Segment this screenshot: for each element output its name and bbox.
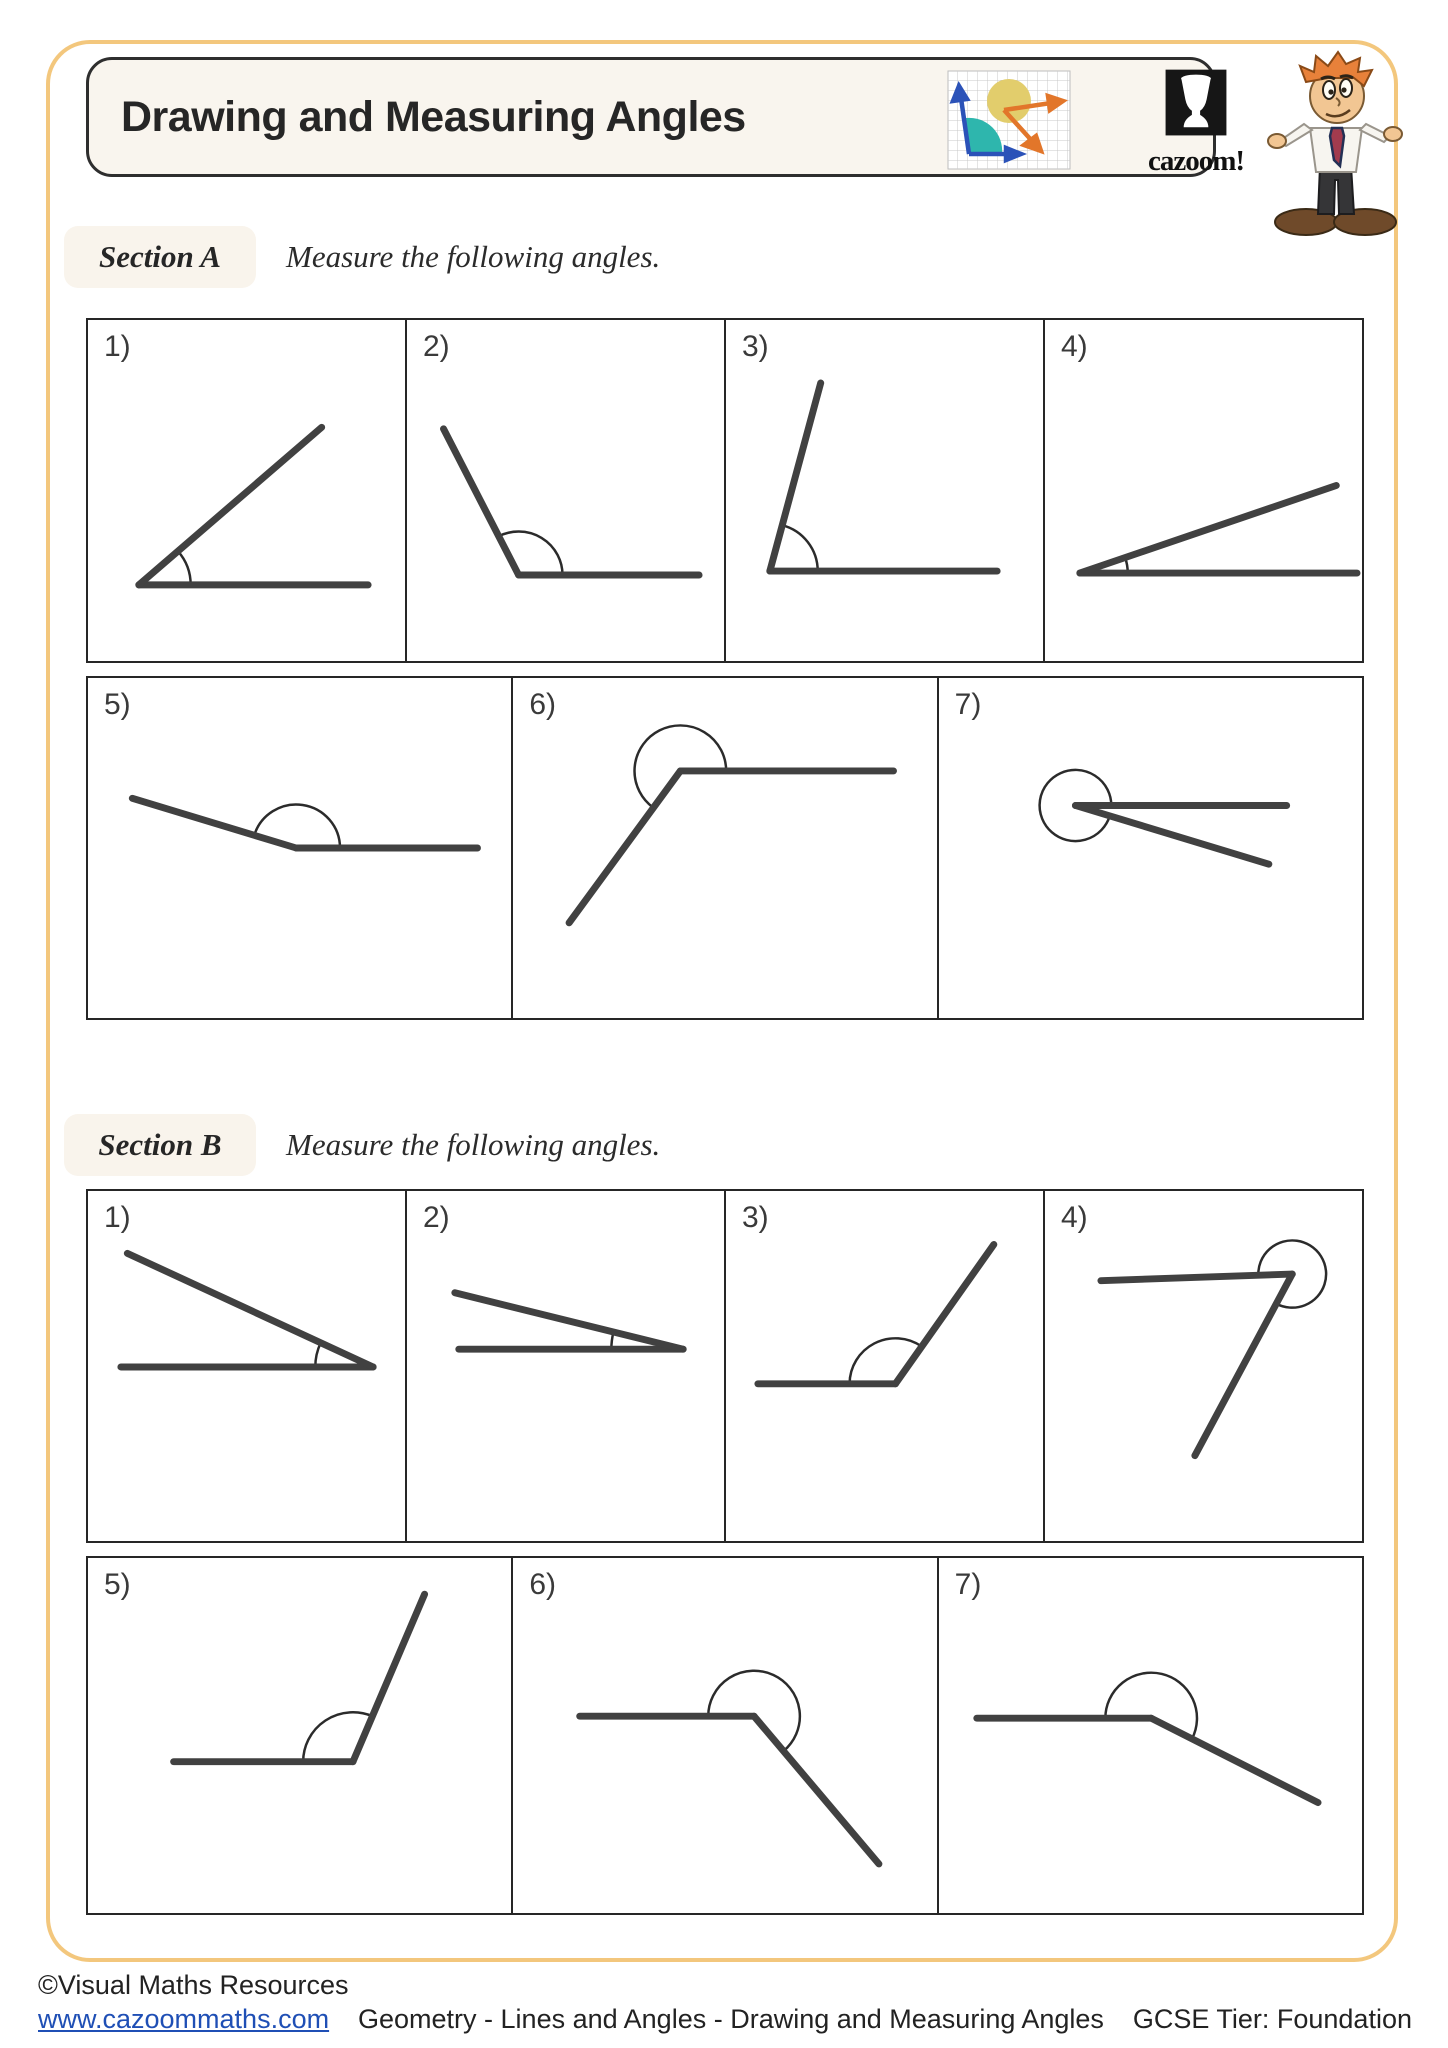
angle-box-number: 5) [104,688,131,721]
section-b-instruction: Measure the following angles. [286,1127,661,1162]
angle-ray [444,429,519,575]
angle-grid-row [86,1556,1364,1915]
angle-diagram [88,320,405,661]
footer [38,2004,1412,2035]
angle-box-number: 3) [742,330,769,363]
angle-box-number: 7) [954,688,982,721]
mascot-character [1266,48,1404,240]
angle-box [511,676,938,1020]
angle-diagram [939,1558,1362,1913]
angle-ray [139,427,322,585]
angle-box [724,318,1045,663]
angle-box [511,1556,938,1915]
angle-box-number: 3) [742,1201,769,1234]
angle-diagram [1045,320,1362,661]
angle-ray [1075,806,1268,865]
angle-diagram [513,678,936,1018]
angle-diagram [726,320,1043,661]
footer-tier: GCSE Tier: Foundation [1132,2004,1412,2034]
page-title: Drawing and Measuring Angles [121,93,746,141]
angle-diagram [726,1191,1043,1541]
angle-arc [635,725,727,807]
angle-arc [178,551,191,585]
angle-ray [569,771,680,923]
section-b-label: Section B [64,1114,256,1176]
section-a-label: Section A [64,226,256,288]
angle-box-number: 1) [104,330,131,363]
angle-box [1043,1189,1364,1543]
cazoom-logo-mark [1159,68,1233,142]
footer-copyright: ©Visual Maths Resources [38,1970,349,2000]
angle-box [1043,318,1364,663]
angle-arc [709,1671,801,1751]
angle-diagram [88,1191,405,1541]
angle-box [724,1189,1045,1543]
angle-arc [315,1343,320,1367]
angle-ray [353,1594,425,1761]
angle-box-number: 2) [423,330,450,363]
angle-diagram [88,678,511,1018]
footer-website-link[interactable]: www.cazoommaths.com [38,2004,330,2034]
angle-box [405,318,726,663]
angle-diagram [407,320,724,661]
angle-ray [455,1293,683,1349]
angle-box [86,1189,407,1543]
cazoom-logo [1111,68,1281,177]
angle-box [86,676,513,1020]
angle-box-number: 4) [1061,1201,1088,1234]
angle-box-number: 1) [104,1201,131,1234]
angle-diagram [407,1191,724,1541]
section-a-grid [86,318,1364,1020]
angle-ray [1151,1718,1318,1802]
section-b-grid [86,1189,1364,1915]
angle-box-number: 6) [529,1568,557,1601]
footer-topic: Geometry - Lines and Angles - Drawing and Measuring Angles [358,2004,1104,2034]
worksheet-header [86,57,1245,177]
angle-grid-row [86,318,1364,663]
angle-ray [895,1244,993,1383]
angle-box-number: 4) [1061,330,1088,363]
angle-box [86,318,407,663]
angle-arc [782,525,817,571]
cazoom-logo-text: cazoom! [1147,145,1245,177]
section-a-instruction: Measure the following angles. [286,239,661,274]
angle-ray [127,1253,373,1367]
angle-diagram [939,678,1362,1018]
angles-graph-icon [947,70,1071,170]
angle-ray [1101,1274,1292,1281]
angle-grid-row [86,676,1364,1020]
angle-ray [770,383,821,571]
angle-ray [132,798,296,848]
angle-box-number: 7) [954,1568,982,1601]
angle-box [405,1189,726,1543]
angle-arc [1105,1673,1197,1739]
angle-ray [1080,486,1336,574]
angle-ray [754,1716,879,1864]
angle-box [86,1556,513,1915]
angle-box-number: 2) [423,1201,450,1234]
angle-box [937,676,1364,1020]
angle-diagram [88,1558,511,1913]
angle-grid-row [86,1189,1364,1543]
angle-ray [1195,1274,1292,1456]
angle-diagram [1045,1191,1362,1541]
angle-diagram [513,1558,936,1913]
angle-box-number: 5) [104,1568,131,1601]
angle-box-number: 6) [529,688,557,721]
angle-box [937,1556,1364,1915]
